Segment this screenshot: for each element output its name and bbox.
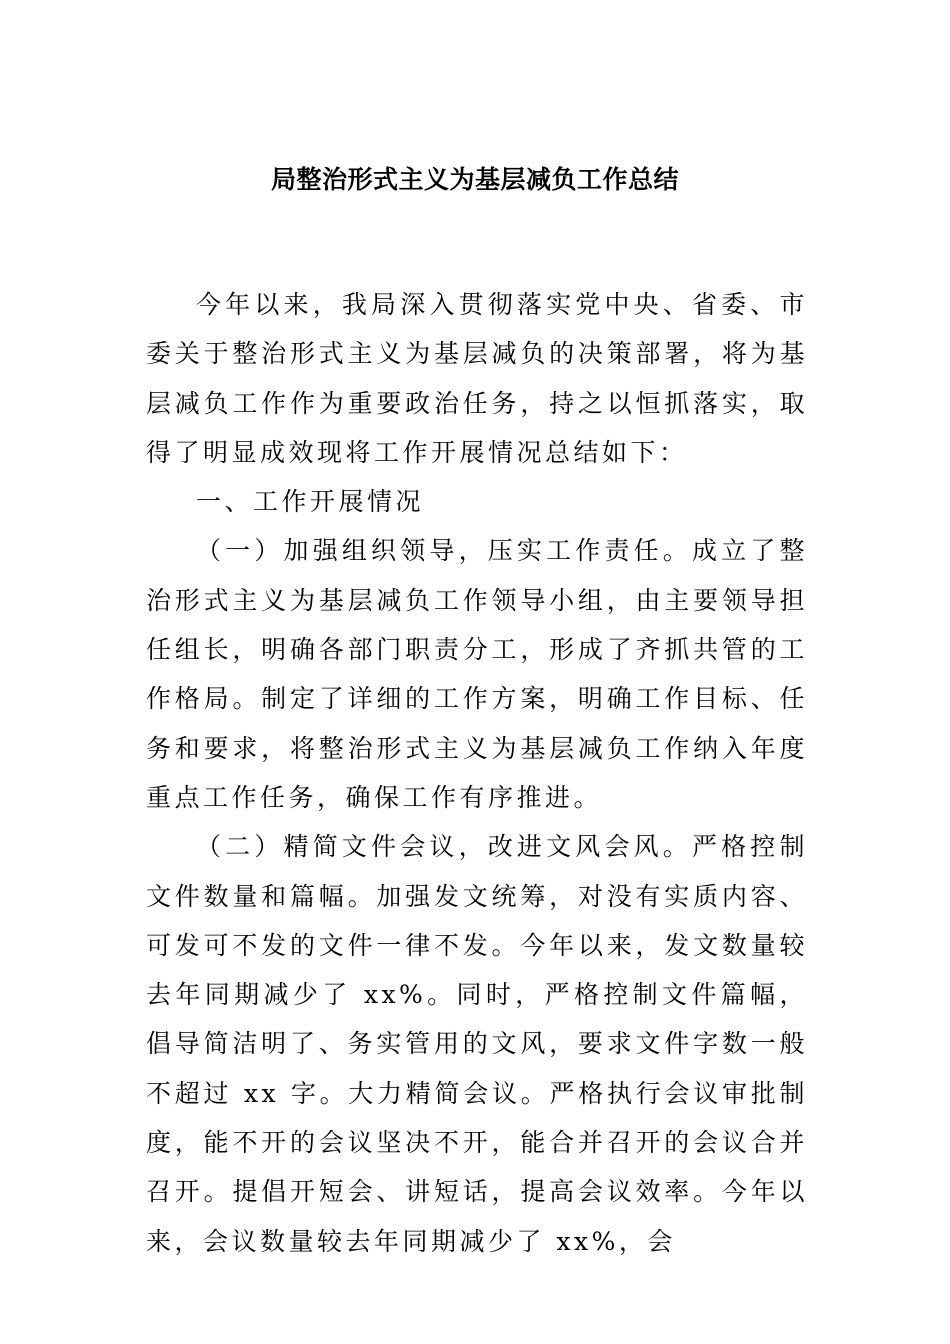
document-title: 局整治形式主义为基层减负工作总结 — [270, 165, 679, 194]
intro-paragraph: 今年以来，我局深入贯彻落实党中央、省委、市委关于整治形式主义为基层减负的决策部署，将为基层减负工作作为重要政治任务，持之以恒抓落实，取得了明显成效现将工作开展情况总结如下： — [146, 290, 808, 467]
paragraph-documents-meetings: （二）精简文件会议，改进文风会风。严格控制文件数量和篇幅。加强发文统筹，对没有实质内容、可发可不发的文件一律不发。今年以来，发文数量较去年同期减少了 xx%。同时，严格控制文件篇幅，倡导简洁明了、务实管用的文风，要求文件字数一般不超过 xx 字。大力精简会议。严格执行会议审批制度，能不开的会议坚决不开，能合并召开的会议合并召开。提倡开短会、讲短话，提高会议效率。今年以来，会议数量较去年同期减少了 xx%，会 — [146, 832, 808, 1256]
paragraph-organization: （一）加强组织领导，压实工作责任。成立了整治形式主义为基层减负工作领导小组，由主要领导担任组长，明确各部门职责分工，形成了齐抓共管的工作格局。制定了详细的工作方案，明确工作目标、任务和要求，将整治形式主义为基层减负工作纳入年度重点工作任务，确保工作有序推进。 — [146, 536, 808, 812]
section-heading: 一、工作开展情况 — [196, 487, 425, 517]
document-body — [146, 280, 808, 1266]
